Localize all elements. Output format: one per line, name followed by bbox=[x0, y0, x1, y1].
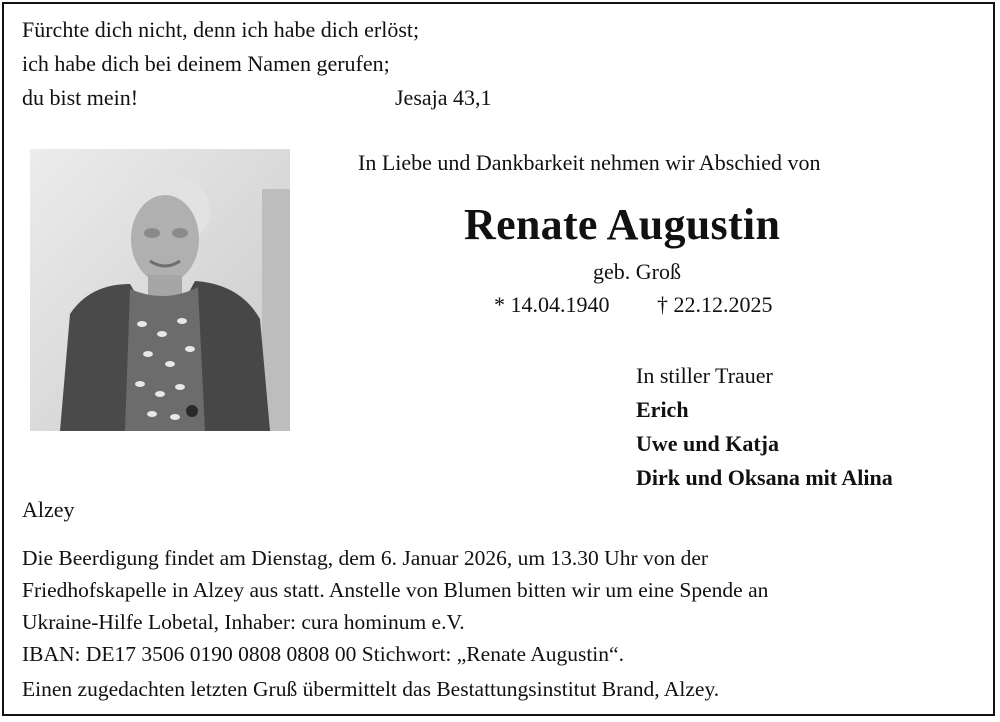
verse-line-1: Fürchte dich nicht, denn ich habe dich erlöst; bbox=[22, 17, 420, 42]
birth-date: * 14.04.1940 bbox=[494, 292, 610, 317]
face bbox=[131, 195, 199, 283]
funeral-info-line: Die Beerdigung findet am Dienstag, dem 6. Januar 2026, um 13.30 Uhr von der bbox=[22, 546, 709, 570]
mourner-name: Uwe und Katja bbox=[636, 431, 780, 456]
glasses-left bbox=[144, 228, 160, 238]
mourner-name: Erich bbox=[636, 397, 689, 422]
mourners-heading: In stiller Trauer bbox=[636, 363, 773, 388]
verse-line-3: du bist mein! bbox=[22, 85, 139, 110]
funeral-info-line: Einen zugedachten letzten Gruß übermittelt das Bestattungsinstitut Brand, Alzey. bbox=[22, 677, 720, 701]
funeral-info-line: Friedhofskapelle in Alzey aus statt. Anstelle von Blumen bitten wir um eine Spende an bbox=[22, 578, 769, 602]
maiden-name: geb. Groß bbox=[593, 259, 681, 284]
verse-line-2: ich habe dich bei deinem Namen gerufen; bbox=[22, 51, 390, 76]
deceased-name: Renate Augustin bbox=[464, 200, 781, 249]
funeral-info-line: IBAN: DE17 3506 0190 0808 0808 00 Stichwort: „Renate Augustin“. bbox=[22, 642, 624, 666]
portrait-illustration bbox=[30, 149, 290, 431]
mourner-name: Dirk und Oksana mit Alina bbox=[636, 465, 893, 490]
death-date: † 22.12.2025 bbox=[657, 292, 773, 317]
announcement-intro: In Liebe und Dankbarkeit nehmen wir Abschied von bbox=[358, 150, 821, 175]
verse-reference: Jesaja 43,1 bbox=[395, 85, 492, 110]
brooch bbox=[186, 405, 198, 417]
glasses-right bbox=[172, 228, 188, 238]
funeral-info-line: Ukraine-Hilfe Lobetal, Inhaber: cura hominum e.V. bbox=[22, 610, 465, 634]
neck bbox=[148, 275, 182, 297]
place-name: Alzey bbox=[22, 497, 75, 522]
portrait-photo bbox=[30, 149, 290, 431]
